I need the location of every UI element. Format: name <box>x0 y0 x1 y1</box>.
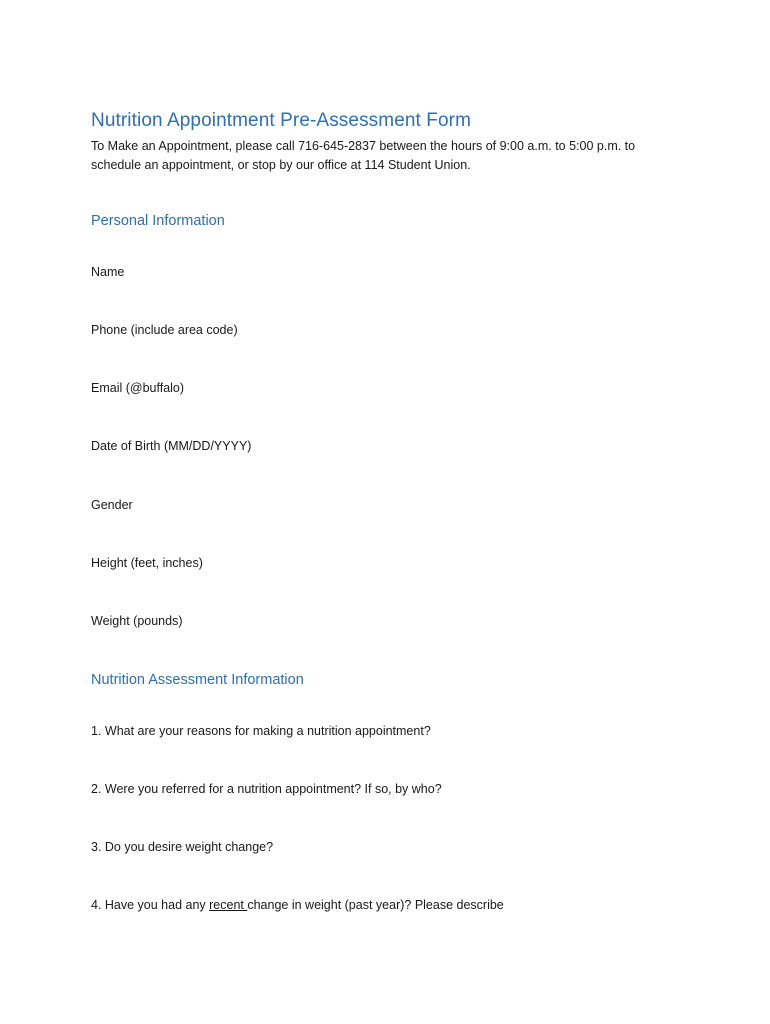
field-label-weight: Weight (pounds) <box>91 614 183 628</box>
intro-text <box>91 137 691 175</box>
question-4-prefix: 4. Have you had any <box>91 898 210 912</box>
field-label-height: Height (feet, inches) <box>91 556 203 570</box>
question-3: 3. Do you desire weight change? <box>91 840 274 854</box>
field-label-name: Name <box>91 265 125 279</box>
intro-line-1: To Make an Appointment, please call 716-645-2837 between the hours of 9:00 a.m. to 5:00 p.m. to <box>91 139 636 153</box>
field-label-phone: Phone (include area code) <box>91 323 238 337</box>
question-4-emphasis: recent <box>209 898 248 912</box>
intro-line-2: schedule an appointment, or stop by our office at 114 Student Union. <box>91 158 471 172</box>
personal-info-heading: Personal Information <box>91 213 225 229</box>
question-2: 2. Were you referred for a nutrition appointment? If so, by who? <box>91 782 442 796</box>
question-4 <box>91 898 504 912</box>
form-title: Nutrition Appointment Pre-Assessment Form <box>91 110 472 131</box>
field-label-gender: Gender <box>91 498 133 512</box>
question-4-suffix: change in weight (past year)? Please describe <box>247 898 504 912</box>
field-label-email: Email (@buffalo) <box>91 381 185 395</box>
nutrition-assessment-heading: Nutrition Assessment Information <box>91 672 304 688</box>
field-label-date-of-birth: Date of Birth (MM/DD/YYYY) <box>91 439 252 453</box>
question-1: 1. What are your reasons for making a nutrition appointment? <box>91 724 431 738</box>
